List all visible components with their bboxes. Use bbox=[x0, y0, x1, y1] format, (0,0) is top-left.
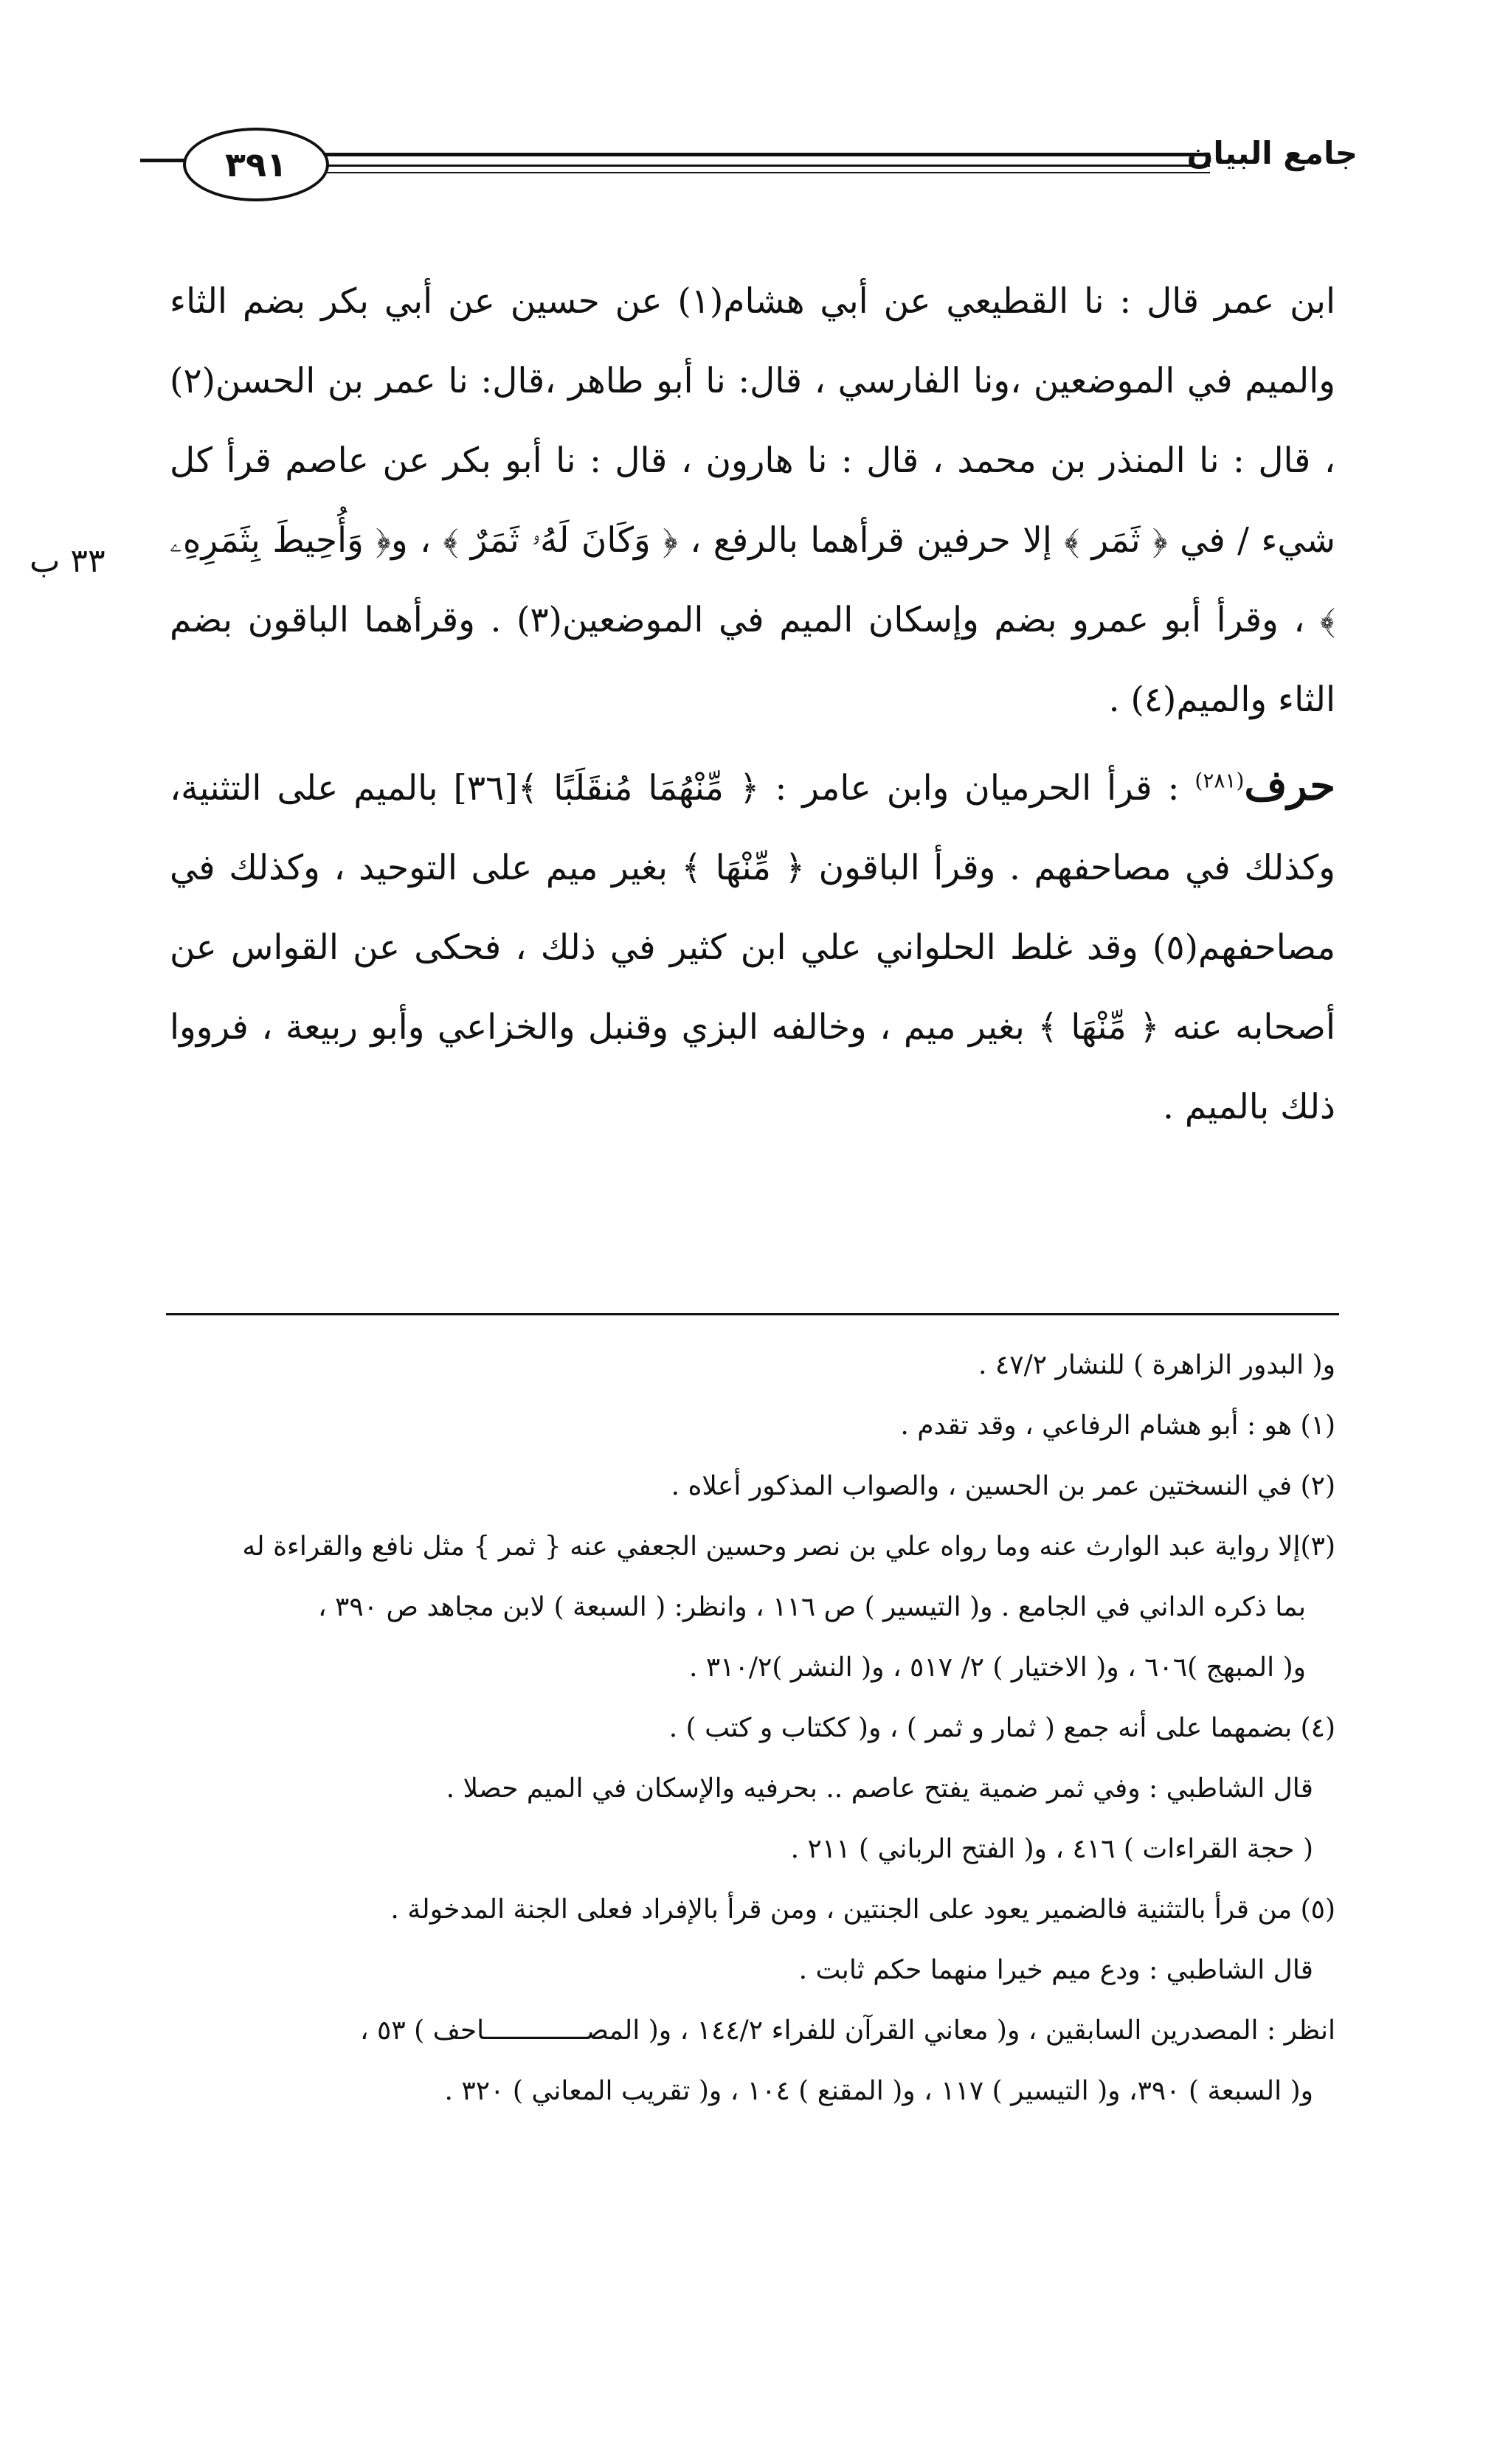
running-title: جامع البيان bbox=[1186, 135, 1358, 171]
footnote-line: بما ذكره الداني في الجامع . و( التيسير ) ص ١١٦ ، وانظر: ( السبعة ) لابن مجاهد ص ٣٩٠ ، bbox=[317, 1592, 1306, 1622]
harf-number: (٢٨١) bbox=[1194, 768, 1245, 793]
paragraph-2 bbox=[170, 746, 1335, 1147]
footnote-line: و( السبعة ) ٣٩٠، و( التيسير ) ١١٧ ، و( المقنع ) ١٠٤ ، و( تقريب المعاني ) ٣٢٠ . bbox=[444, 2076, 1313, 2106]
header-rule-left bbox=[140, 159, 184, 162]
footnotes bbox=[155, 1335, 1335, 2122]
footnote-line: (٣)إلا رواية عبد الوارث عنه وما رواه علي بن نصر وحسين الجعفي عنه { ثمر } مثل نافع والقراءة له bbox=[242, 1532, 1335, 1562]
paragraph-1: ابن عمر قال : نا القطيعي عن أبي هشام(١) عن حسين عن أبي بكر بضم الثاء والميم في الموضعين ،ونا الفارسي ، قال: نا أبو طاهر ،قال: نا عمر بن الحسن(٢) ، قال : نا المنذر بن محمد ، قال : نا هارون ، قال : نا أبو بكر عن عاصم قرأ كل شيء / في ﴿ ثَمَر ﴾ إلا حرفين قرأهما بالرفع ، ﴿ وَكَانَ لَهُۥ ثَمَرٌ ﴾ ، و﴿ وَأُحِيطَ بِثَمَرِهِۦ ﴾ ، وقرأ أبو عمرو بضم وإسكان الميم في الموضعين(٣) . وقرأهما الباقون بضم الثاء والميم(٤) . bbox=[170, 281, 1335, 720]
footnote-line: (٥) من قرأ بالتثنية فالضمير يعود على الجنتين ، ومن قرأ بالإفراد فعلى الجنة المدخولة . bbox=[390, 1894, 1335, 1925]
footnote-line: و( البدور الزاهرة ) للنشار ٤٧/٢ . bbox=[978, 1350, 1335, 1380]
footnote-line: (٤) بضمهما على أنه جمع ( ثمار و ثمر ) ، و( ككتاب و كتب ) . bbox=[668, 1713, 1335, 1743]
footnote-line: (٢) في النسختين عمر بن الحسين ، والصواب المذكور أعلاه . bbox=[671, 1471, 1335, 1501]
main-text bbox=[170, 262, 1335, 1147]
footnote-line: انظر : المصدرين السابقين ، و( معاني القرآن للفراء ١٤٤/٢ ، و( المصـــــــــــــاحف ) ٥٣ ، bbox=[359, 2015, 1335, 2046]
footnote-line: (١) هو : أبو هشام الرفاعي ، وقد تقدم . bbox=[900, 1411, 1335, 1441]
page-number: ٣٩١ bbox=[183, 128, 329, 201]
margin-note: ٣٣ ب bbox=[30, 542, 106, 580]
footnote-separator bbox=[166, 1313, 1339, 1315]
harf-heading: حرف bbox=[1244, 761, 1335, 810]
footnote-line: قال الشاطبي : ودع ميم خيرا منهما حكم ثابت . bbox=[798, 1955, 1313, 1985]
footnote-line: قال الشاطبي : وفي ثمر ضمية يفتح عاصم .. بحرفيه والإسكان في الميم حصلا . bbox=[446, 1773, 1313, 1804]
page-header bbox=[140, 122, 1358, 203]
header-rule bbox=[325, 172, 1210, 173]
footnote-line: و( المبهج )٦٠٦ ، و( الاختيار ) ٢/ ٥١٧ ، و( النشر )٣١٠/٢ . bbox=[688, 1653, 1306, 1683]
header-rule bbox=[325, 153, 1210, 156]
footnote-line: ( حجة القراءات ) ٤١٦ ، و( الفتح الرباني ) ٢١١ . bbox=[790, 1834, 1313, 1864]
paragraph-2-text: : قرأ الحرميان وابن عامر : ﴿ مِّنْهُمَا مُنقَلَبًا ﴾[٣٦] بالميم على التثنية، وكذلك في مصاحفهم . وقرأ الباقون ﴿ مِّنْهَا ﴾ بغير ميم على التوحيد ، وكذلك في مصاحفهم(٥) وقد غلط الحلواني علي ابن كثير في ذلك ، فحكى عن القواس عن أصحابه عنه ﴿ مِّنْهَا ﴾ بغير ميم ، وخالفه البزي وقنبل والخزاعي وأبو ربيعة ، فرووا ذلك بالميم . bbox=[170, 768, 1335, 1127]
header-rule bbox=[325, 165, 1210, 167]
